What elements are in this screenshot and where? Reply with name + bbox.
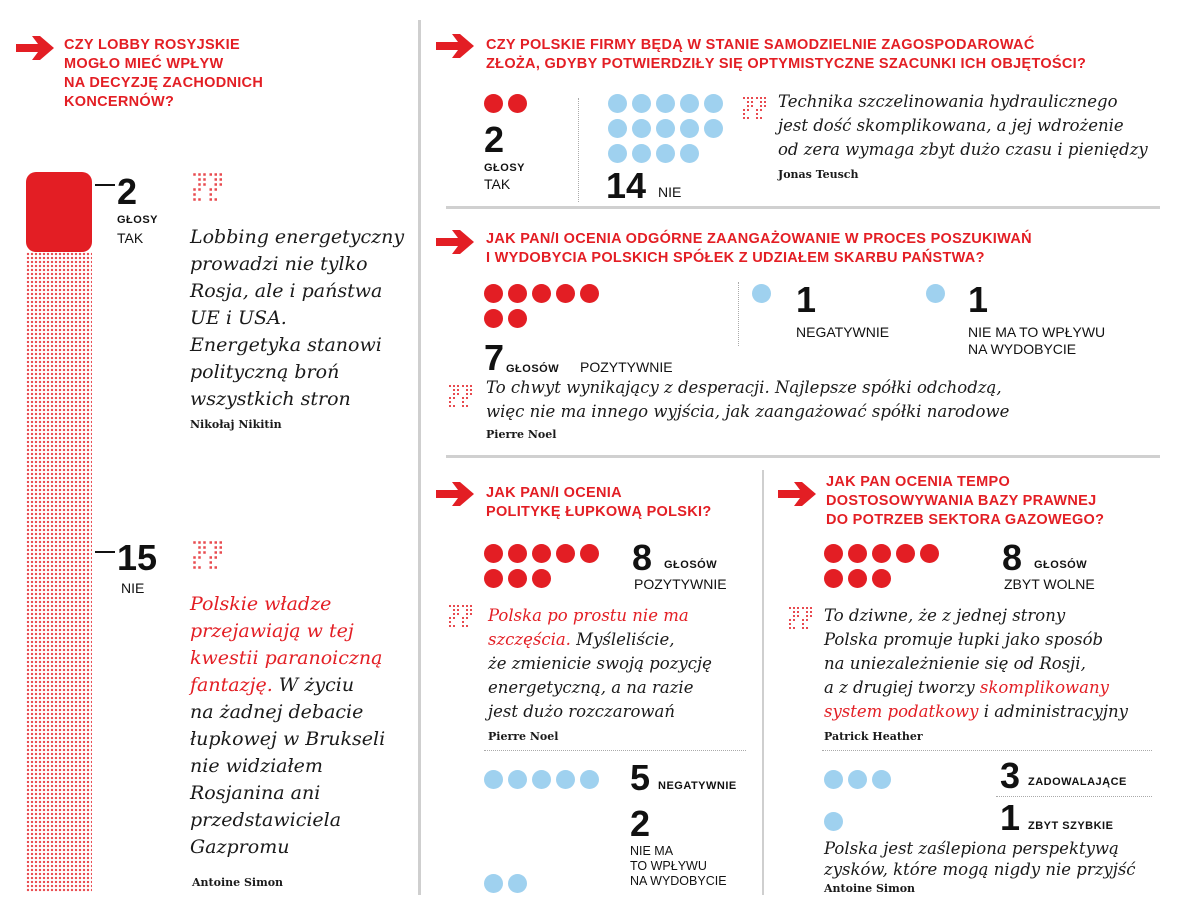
q2-yes-label: TAK	[484, 176, 511, 192]
vote-dot-red	[824, 544, 843, 563]
q5-quote2: Polska jest zaślepiona perspektywą zysków, które mogą nigdy nie przyjść	[824, 839, 1136, 879]
q2-yes-dots	[484, 94, 532, 119]
vote-dot-red	[508, 309, 527, 328]
q2-question: CZY POLSKIE FIRMY BĘDĄ W STANIE SAMODZIELNIE ZAGOSPODAROWAĆ ZŁOŻA, GDYBY POTWIERDZIŁY SIĘ OPTYMISTYCZNE SZACUNKI ICH OBJĘTOŚCI?	[486, 37, 1087, 72]
vote-dot-red	[556, 544, 575, 563]
q4-none-dots	[484, 874, 532, 899]
q5-author2: Antoine Simon	[824, 882, 916, 895]
q3-neg-count: 1	[796, 279, 817, 320]
author-simon: Antoine Simon	[192, 876, 284, 889]
q2-yes-count: 2	[484, 119, 505, 160]
vote-dot-red	[508, 94, 527, 113]
vote-dot-blue	[872, 770, 891, 789]
q5-ok-label: ZADOWALAJĄCE	[1028, 776, 1127, 788]
vote-dot-red	[532, 544, 551, 563]
q5-fast-count: 1	[1000, 797, 1021, 838]
vote-dot-blue	[680, 119, 699, 138]
vote-dot-red	[556, 284, 575, 303]
vote-dot-red	[484, 284, 503, 303]
vote-dot-red	[484, 309, 503, 328]
vote-dot-red	[484, 94, 503, 113]
vote-dot-red	[508, 284, 527, 303]
vote-dot-blue	[704, 94, 723, 113]
q4-pos-label: POZYTYWNIE	[634, 576, 727, 592]
column-divider	[418, 20, 421, 895]
q5-slow-label: ZBYT WOLNE	[1004, 576, 1095, 592]
q5-fast-label: ZBYT SZYBKIE	[1028, 820, 1114, 832]
vote-dot-blue	[926, 284, 945, 303]
no-label: NIE	[121, 580, 145, 596]
vote-dot-blue	[608, 144, 627, 163]
q3-quote: To chwyt wynikający z desperacji. Najlepsze spółki odchodzą, więc nie ma innego wyjścia, jak zaangażować spółki narodowe	[486, 378, 1010, 421]
vote-dot-red	[508, 569, 527, 588]
q5-ok-count: 3	[1000, 755, 1021, 796]
q3-none-dots	[926, 284, 950, 309]
arrow-right-icon	[436, 480, 476, 508]
q5-fast-dots	[824, 812, 848, 837]
vote-dot-blue	[608, 119, 627, 138]
q4-neg-label: NEGATYWNIE	[658, 780, 737, 792]
q2-quote: Technika szczelinowania hydraulicznego jest dość skomplikowana, a jej wdrożenie od zera wymaga zbyt dużo czasu i pieniędzy	[778, 92, 1148, 159]
vote-dot-red	[848, 569, 867, 588]
vote-dot-blue	[580, 770, 599, 789]
q4-pos-count: 8	[632, 537, 653, 578]
q3-neg-dots	[752, 284, 776, 309]
vote-dot-blue	[824, 770, 843, 789]
q4-none-count: 2	[630, 803, 651, 844]
yes-count: 2	[117, 171, 138, 212]
quote-mark-icon	[192, 540, 222, 570]
q4-pos-dots	[484, 544, 614, 594]
q3-none-count: 1	[968, 279, 989, 320]
quote-mark-icon	[448, 384, 472, 408]
arrow-right-icon	[16, 34, 56, 62]
vote-dot-red	[896, 544, 915, 563]
q4-none-label: NIE MA TO WPŁYWU NA WYDOBYCIE	[630, 844, 727, 888]
q3-neg-label: NEGATYWNIE	[796, 324, 890, 340]
vote-dot-blue	[752, 284, 771, 303]
q5-slow-count: 8	[1002, 537, 1023, 578]
quote-mark-icon	[788, 606, 812, 630]
q2-no-count: 14	[606, 165, 647, 206]
vote-dot-blue	[484, 874, 503, 893]
column-divider-2	[762, 470, 764, 895]
q2-no-dots	[608, 94, 738, 169]
vote-dot-blue	[656, 119, 675, 138]
arrow-right-icon	[436, 32, 476, 60]
vote-dot-blue	[656, 144, 675, 163]
vote-dot-blue	[508, 770, 527, 789]
vote-dot-blue	[680, 94, 699, 113]
vote-dot-red	[532, 569, 551, 588]
vote-dot-red	[580, 544, 599, 563]
yes-label: TAK	[117, 230, 144, 246]
q2-no-label: NIE	[658, 184, 682, 200]
vote-dot-blue	[556, 770, 575, 789]
quote-simon: Polskie władze przejawiają w tej kwestii paranoiczną fantazję. W życiu na żadnej debacie łupkowej w Brukseli nie widziałem Rosjanina ani przedstawiciela Gazpromu	[190, 593, 386, 858]
vote-dot-red	[848, 544, 867, 563]
q4-neg-dots	[484, 770, 614, 795]
vote-dot-red	[508, 544, 527, 563]
q5-slow-votes-label: GŁOSÓW	[1034, 559, 1088, 571]
q3-author: Pierre Noel	[486, 428, 557, 441]
q3-pos-dots	[484, 284, 614, 334]
quote-mark-icon	[742, 96, 766, 120]
q5-ok-dots	[824, 770, 896, 795]
quote-mark-icon	[192, 172, 222, 202]
no-count: 15	[117, 537, 158, 578]
vote-dot-red	[580, 284, 599, 303]
vote-dot-blue	[632, 119, 651, 138]
quote-nikitin: Lobbing energetyczny prowadzi nie tylko Rosja, ale i państwa UE i USA. Energetyka stanowi polityczną broń wszystkich stron	[190, 226, 405, 410]
q4-question: JAK PAN/I OCENIA POLITYKĘ ŁUPKOWĄ POLSKI?	[486, 485, 712, 520]
q3-pos-label: POZYTYWNIE	[580, 359, 673, 375]
q3-pos-count: 7	[484, 337, 505, 378]
q5-quote: To dziwne, że z jednej strony Polska promuje łupki jako sposób na uniezależnienie się od Rosji, a z drugiej tworzy skomplikowany system podatkowy i administracyjny	[824, 606, 1128, 721]
yes-bar	[26, 172, 92, 252]
left-question: CZY LOBBY ROSYJSKIE MOGŁO MIEĆ WPŁYW NA DECYZJĘ ZACHODNICH KONCERNÓW?	[64, 37, 264, 110]
q4-neg-count: 5	[630, 757, 651, 798]
vote-dot-red	[824, 569, 843, 588]
vote-dot-red	[484, 544, 503, 563]
q2-yes-votes-label: GŁOSY	[484, 162, 526, 174]
vote-dot-blue	[848, 770, 867, 789]
quote-mark-icon	[448, 604, 472, 628]
vote-dot-blue	[532, 770, 551, 789]
vote-dot-blue	[608, 94, 627, 113]
vote-dot-red	[484, 569, 503, 588]
vote-dot-red	[532, 284, 551, 303]
vote-dot-blue	[824, 812, 843, 831]
q5-question: JAK PAN OCENIA TEMPO DOSTOSOWYWANIA BAZY PRAWNEJ DO POTRZEB SEKTORA GAZOWEGO?	[826, 474, 1105, 528]
vote-dot-blue	[680, 144, 699, 163]
vote-dot-blue	[632, 144, 651, 163]
vote-dot-blue	[656, 94, 675, 113]
q4-pos-votes-label: GŁOSÓW	[664, 559, 718, 571]
no-bar	[26, 252, 92, 892]
vote-dot-blue	[632, 94, 651, 113]
arrow-right-icon	[436, 228, 476, 256]
q3-none-label: NIE MA TO WPŁYWU NA WYDOBYCIE	[968, 324, 1106, 357]
q2-author: Jonas Teusch	[778, 168, 859, 181]
q4-quote: Polska po prostu nie ma szczęścia. Myśleliście, że zmienicie swoją pozycję energetyczną, a na razie jest dużo rozczarowań	[488, 606, 712, 721]
q4-author: Pierre Noel	[488, 730, 559, 743]
yes-votes-label: GŁOSY	[117, 214, 159, 226]
arrow-right-icon	[778, 480, 818, 508]
section-divider	[446, 455, 1160, 458]
vote-dot-blue	[484, 770, 503, 789]
q3-pos-votes-label: GŁOSÓW	[506, 363, 560, 375]
vote-dot-blue	[704, 119, 723, 138]
q3-question: JAK PAN/I OCENIA ODGÓRNE ZAANGAŻOWANIE W PROCES POSZUKIWAŃ I WYDOBYCIA POLSKICH SPÓŁEK Z UDZIAŁEM SKARBU PAŃSTWA?	[486, 231, 1032, 266]
q5-author: Patrick Heather	[824, 730, 923, 743]
q5-slow-dots	[824, 544, 954, 594]
vote-dot-red	[872, 569, 891, 588]
vote-dot-red	[920, 544, 939, 563]
section-divider	[446, 206, 1160, 209]
vote-dot-red	[872, 544, 891, 563]
author-nikitin: Nikołaj Nikitin	[190, 418, 282, 431]
vote-dot-blue	[508, 874, 527, 893]
